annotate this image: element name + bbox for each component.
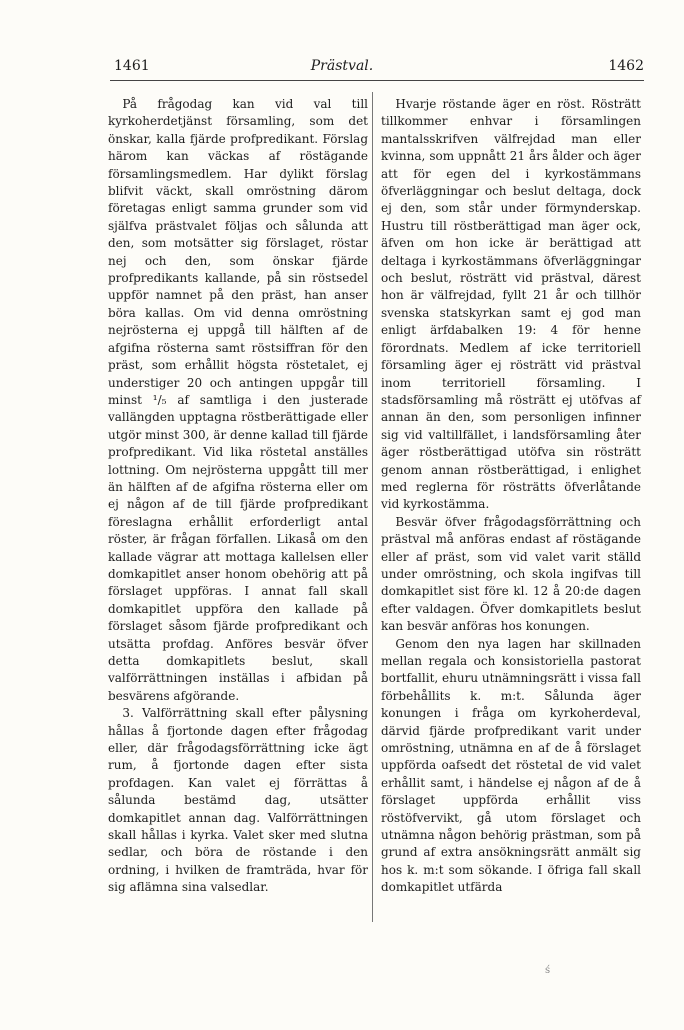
paragraph-voting-rights: Hvarje röstande äger en röst. Rösträtt tillkommer enhvar i församlingen mantalsskrifven välfrejdad man eller kvinna, som uppnått 21 års ålder och äger att för egen del i kyrkostämmans öfverläggningar och beslut deltaga, dock ej den, som står under förmynderskap. Hustru till röstberättigad man äger ock, äfven om hon icke är berättigad att deltaga i kyrkostämmans öfverläggningar och beslut, rösträtt vid prästval, därest hon är välfrejdad, fyllt 21 år och tillhör svenska statskyrkan samt ej god man enligt ärfdabalken 19: 4 för henne förordnats. Medlem af icke territoriell församling äger ej rösträtt vid prästval inom territoriell församling. I stadsförsamling må rösträtt ej utöfvas af annan än den, som personligen infinner sig vid valtillfället, i landsförsamling åter äger röstberättigad utöfva sin rösträtt genom annan röstberättigad, i enlighet med reglerna för rösträtts öfverlåtande vid kyrkostämma. [381, 97, 641, 512]
page-number-right: 1462 [608, 58, 644, 74]
page-number-left: 1461 [114, 58, 150, 74]
running-title: Prästval. [310, 58, 374, 74]
header-rule [110, 80, 644, 81]
print-smudge: ś [545, 965, 551, 976]
left-column [108, 96, 368, 897]
column-divider [372, 92, 373, 922]
paragraph-fourth-candidate: På frågodag kan vid val till kyrkoherdetjänst församling, som det önskar, kalla fjärde profpredikant. Förslag härom kan väckas af röstägande församlingsmedlem. Har dylikt förslag blifvit väckt, skall omröstning därom företagas enligt samma grunder som vid själfva prästvalet följas och sålunda att den, som motsätter sig förslaget, röstar nej och den, som önskar fjärde profpredikants kallande, på sin röstsedel uppför namnet på den präst, han anser böra kallas. Om vid denna omröstning nejrösterna ej uppgå till hälften af de afgifna rösterna samt röstsiffran för den präst, som erhållit högsta röstetalet, ej understiger 20 och antingen uppgår till minst ¹/₅ af samtliga i den justerade vallängden upptagna röstberättigade eller utgör minst 300, är denne kallad till fjärde profpredikant. Vid lika röstetal anställes lottning. Om nejrösterna uppgått till mer än hälften af de afgifna rösterna eller om ej någon af de till fjärde profpredikant föreslagna erhållit erforderligt antal röster, är frågan förfallen. Likaså om den kallade vägrar att mottaga kallelsen eller domkapitlet anser honom obehörig att på förslaget uppföras. I annat fall skall domkapitlet uppföra den kallade på förslaget såsom fjärde profpredikant och utsätta profdag. Anföres besvär öfver detta domkapitlets beslut, skall valförrättningen inställas i afbidan på besvärens afgörande. [108, 97, 368, 703]
page-header [0, 58, 684, 78]
paragraph-new-law: Genom den nya lagen har skillnaden mellan regala och konsistoriella pastorat bortfallit, ehuru utnämningsrätt i vissa fall förbehållits k. m:t. Sålunda äger konungen i fråga om kyrkoherdeval, därvid fjärde profpredikant varit under omröstning, utnämna en af de å förslaget uppförda oafsedt det röstetal de vid valet erhållit samt, i händelse ej någon af de å förslaget uppförda erhållit viss röstöfvervikt, gå utom förslaget och utnämna någon behörig prästman, som på grund af extra ansökningsrätt anmält sig hos k. m:t som sökande. I öfriga fall skall domkapitlet utfärda [381, 636, 641, 895]
paragraph-election-procedure: 3. Valförrättning skall efter pålysning hållas å fjortonde dagen efter frågodag eller, där frågodagsförrättning icke ägt rum, å fjortonde dagen efter sista profdagen. Kan valet ej förrättas å sålunda bestämd dag, utsätter domkapitlet annan dag. Valförrättningen skall hållas i kyrka. Valet sker med slutna sedlar, och böra de röstande i den ordning, i hvilken de framträda, hvar för sig aflämna sina valsedlar. [108, 706, 368, 895]
paragraph-appeals: Besvär öfver frågodagsförrättning och prästval må anföras endast af röstägande eller af präst, som vid valet varit ställd under omröstning, och skola ingifvas till domkapitlet sist före kl. 12 å 20:de dagen efter valdagen. Öfver domkapitlets beslut kan besvär anföras hos konungen. [381, 514, 641, 634]
right-column [381, 96, 641, 897]
